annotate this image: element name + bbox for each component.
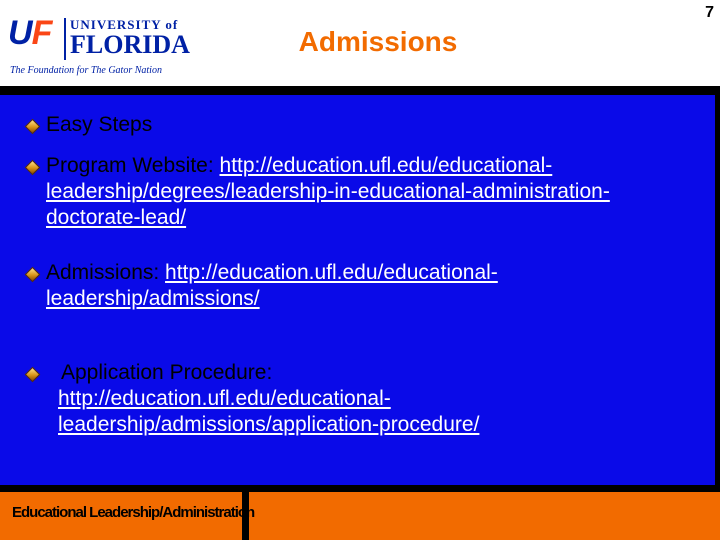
diamond-bullet-icon [25, 367, 41, 383]
diamond-bullet-icon [25, 119, 41, 135]
program-website-link[interactable]: http://education.ufl.edu/educational- leadership/degrees/leadership-in-educational-administration- doctorate-lead/ [46, 154, 610, 229]
diamond-bullet-icon [25, 267, 41, 283]
application-procedure-link[interactable]: http://education.ufl.edu/educational- leadership/admissions/application-procedure/ [58, 387, 480, 436]
slide-header [0, 0, 720, 95]
footer-divider [0, 485, 720, 492]
content-panel [0, 95, 720, 485]
admissions-link[interactable]: http://education.ufl.edu/educational- leadership/admissions/ [46, 261, 498, 310]
logo-florida: FLORIDA [70, 30, 190, 59]
uf-monogram: UF [8, 14, 52, 52]
bullet-item-easy-steps [46, 112, 686, 138]
item-text: Easy Steps [46, 113, 153, 136]
logo-university-of: UNIVERSITY of [70, 17, 179, 32]
item-label: Admissions: [46, 261, 166, 284]
footer-text: Educational Leadership/Administration [12, 504, 255, 521]
item-label: Application Procedure: [61, 361, 273, 384]
logo-tagline: The Foundation for The Gator Nation [10, 65, 162, 76]
item-label: Program Website: [46, 154, 220, 177]
header-divider [0, 86, 720, 95]
slide-number: 7 [705, 4, 714, 21]
bullet-item-program-website [46, 153, 706, 231]
bullet-item-application-procedure [58, 360, 698, 438]
diamond-bullet-icon [25, 160, 41, 176]
slide-title: Admissions [298, 26, 458, 57]
bullet-item-admissions [46, 260, 706, 312]
